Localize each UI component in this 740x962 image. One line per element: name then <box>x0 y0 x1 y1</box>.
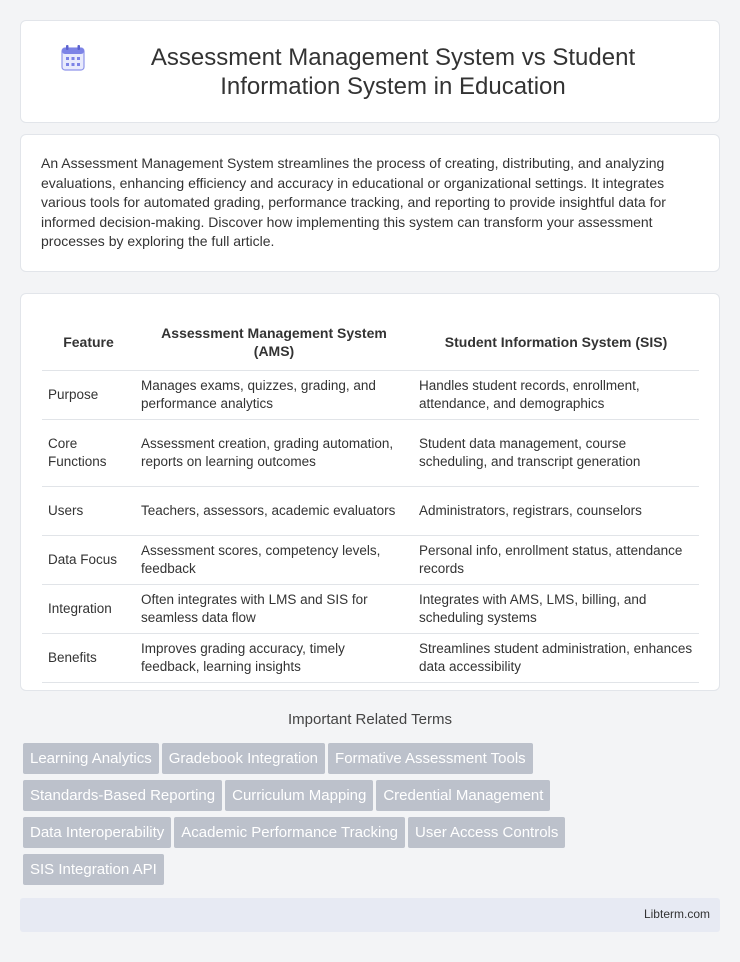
related-term-tag[interactable]: Data Interoperability <box>23 817 171 848</box>
table-row <box>42 486 699 535</box>
row-feature: Integration <box>42 584 135 633</box>
row-ams: Assessment scores, competency levels, feedback <box>135 535 413 584</box>
comparison-table-card <box>20 293 720 691</box>
table-row <box>42 535 699 584</box>
row-ams: Assessment creation, grading automation, reports on learning outcomes <box>135 419 413 486</box>
row-feature: Core Functions <box>42 419 135 486</box>
row-sis: Personal info, enrollment status, attendance records <box>413 535 699 584</box>
row-ams: Often integrates with LMS and SIS for seamless data flow <box>135 584 413 633</box>
row-ams: Manages exams, quizzes, grading, and performance analytics <box>135 370 413 419</box>
related-term-tag[interactable]: Formative Assessment Tools <box>328 743 533 774</box>
row-ams: Teachers, assessors, academic evaluators <box>135 486 413 535</box>
related-term-tag[interactable]: Curriculum Mapping <box>225 780 373 811</box>
row-sis: Integrates with AMS, LMS, billing, and scheduling systems <box>413 584 699 633</box>
title-wrap <box>21 21 719 122</box>
related-term-tag[interactable]: SIS Integration API <box>23 854 164 885</box>
related-term-tag[interactable]: Standards-Based Reporting <box>23 780 222 811</box>
row-ams: Improves grading accuracy, timely feedback, learning insights <box>135 633 413 682</box>
table-row <box>42 584 699 633</box>
page-title: Assessment Management System vs Student Information System in Education <box>150 43 636 100</box>
related-term-tag[interactable]: Gradebook Integration <box>162 743 325 774</box>
row-sis: Streamlines student administration, enhances data accessibility <box>413 633 699 682</box>
header-ams: Assessment Management System (AMS) <box>135 308 413 370</box>
table-row <box>42 419 699 486</box>
header-feature: Feature <box>42 308 135 370</box>
row-sis: Administrators, registrars, counselors <box>413 486 699 535</box>
comparison-table <box>42 308 699 683</box>
intro-text: An Assessment Management System streamlines the process of creating, distributing, and analyzing evaluations, enhancing efficiency and accuracy in educational or organizational settings. It integrates various tools for automated grading, performance tracking, and reporting to provide insightful data for informed decision-making. Discover how implementing this system can transform your assessment processes by exploring the full article. <box>41 155 666 250</box>
row-feature: Data Focus <box>42 535 135 584</box>
table-row <box>42 633 699 682</box>
row-feature: Users <box>42 486 135 535</box>
related-terms-list <box>23 743 703 891</box>
related-term-tag[interactable]: User Access Controls <box>408 817 565 848</box>
table-header-row <box>42 308 699 370</box>
title-card <box>20 20 720 123</box>
related-term-tag[interactable]: Academic Performance Tracking <box>174 817 405 848</box>
calendar-icon <box>61 45 85 71</box>
row-sis: Student data management, course scheduling, and transcript generation <box>413 419 699 486</box>
intro-card <box>20 134 720 272</box>
related-terms-heading: Important Related Terms <box>288 711 452 728</box>
footer <box>20 898 720 932</box>
header-sis: Student Information System (SIS) <box>413 308 699 370</box>
footer-site-link[interactable]: Libterm.com <box>643 907 710 921</box>
row-feature: Purpose <box>42 370 135 419</box>
table-row <box>42 370 699 419</box>
row-sis: Handles student records, enrollment, attendance, and demographics <box>413 370 699 419</box>
related-term-tag[interactable]: Credential Management <box>376 780 550 811</box>
row-feature: Benefits <box>42 633 135 682</box>
related-term-tag[interactable]: Learning Analytics <box>23 743 159 774</box>
